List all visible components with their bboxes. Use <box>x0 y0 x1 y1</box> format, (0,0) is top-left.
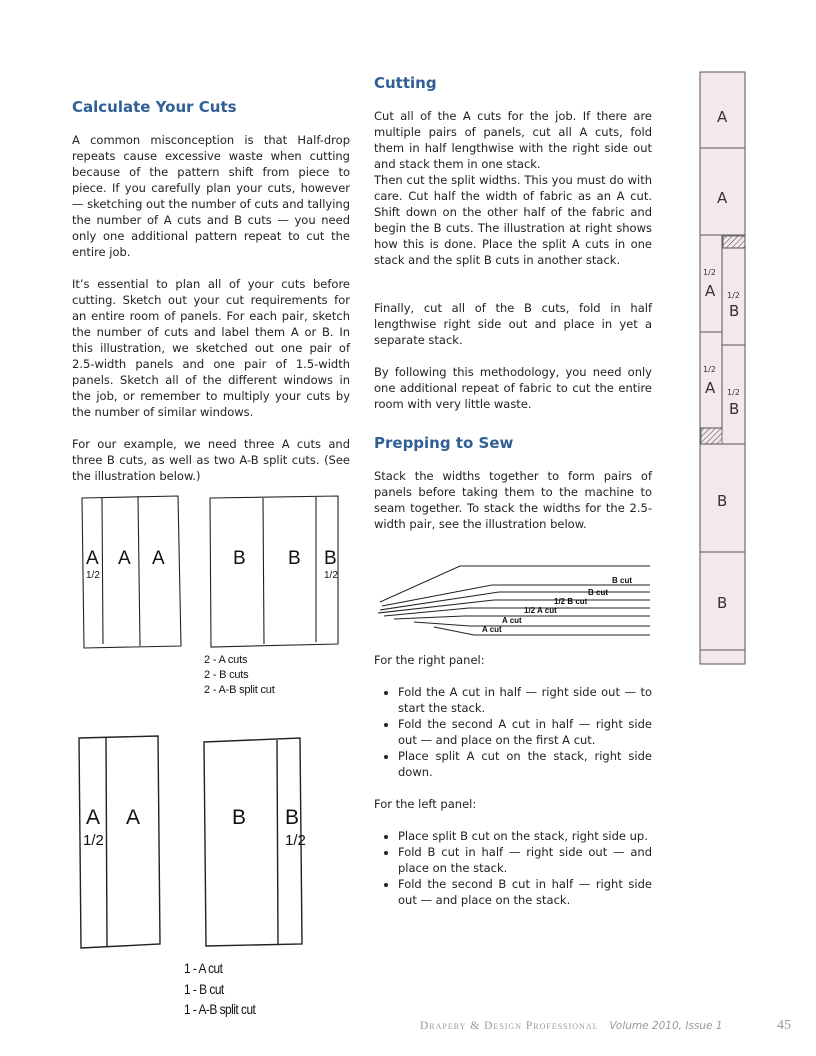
fabric-strip-illustration <box>700 70 748 664</box>
cut-sketch-figure-2 <box>78 734 318 954</box>
caption-line: 2 - A cuts <box>204 654 248 666</box>
stack-illustration <box>374 560 654 640</box>
caption-line: 2 - B cuts <box>204 669 249 681</box>
fig2-half-a: 1/2 <box>83 832 104 849</box>
strip-hatch-bottom <box>701 428 722 444</box>
paragraph-cut-a: Cut all of the A cuts for the job. If there are multiple pairs of panels, cut all A cuts, fold them in half lengthwise with the right side out and stack them in one stack. <box>374 109 652 171</box>
fig1-label-b-half: B <box>324 548 337 569</box>
paragraph-methodology: By following this methodology, you need only one additional repeat of fabric to cut the entire room with very little waste. <box>374 365 652 411</box>
section-heading-prepping: Prepping to Sew <box>374 434 514 452</box>
stack-label-half-a: 1/2 A cut <box>524 606 557 615</box>
list-item: • Fold the A cut in half — right side out — to start the stack. <box>398 684 652 716</box>
fig2-label-a: A <box>126 806 141 829</box>
strip-label-a-half-1: A <box>705 282 716 300</box>
strip-hatch-top <box>723 236 745 248</box>
fig2-label-b: B <box>232 806 247 829</box>
fig1-label-a-1: A <box>118 548 131 569</box>
strip-label-a-half-2: A <box>705 379 716 397</box>
figure2-caption <box>184 958 255 1020</box>
publication-name: Drapery & Design Professional <box>420 1020 599 1032</box>
fig2-label-a-half: A <box>86 806 101 829</box>
right-panel-steps <box>374 684 652 780</box>
left-panel-steps <box>374 828 652 908</box>
fig1-label-b-2: B <box>288 548 301 569</box>
fig2-label-b-half: B <box>285 806 300 829</box>
paragraph-plan-cuts: It’s essential to plan all of your cuts before cutting. Sketch out your cut requirements for an entire room of panels. For each pair, sketch the number of cuts and label them A or B. In this illustration, we sketched out one pair of 2.5-width panels and one pair of 1.5-width panels. Sketch all of the different windows in the job, or remember to multiply your cuts by the number of similar windows. <box>72 277 350 419</box>
list-item: • Place split B cut on the stack, right side up. <box>398 828 652 844</box>
caption-line: 1 - A cut <box>184 960 223 976</box>
stack-label-a-cut-2: A cut <box>482 625 502 634</box>
list-item: • Place split A cut on the stack, right side down. <box>398 748 652 780</box>
strip-half-a-2: 1/2 <box>703 365 716 374</box>
strip-label-a-1: A <box>717 108 728 126</box>
caption-line: 1 - A-B split cut <box>184 1001 256 1017</box>
fig1-label-b-1: B <box>233 548 246 569</box>
sketch-panel-right <box>210 496 338 647</box>
cut-sketch-figure-1 <box>78 494 338 654</box>
list-item: • Fold the second B cut in half — right side out — and place on the stack. <box>398 876 652 908</box>
right-panel-intro: For the right panel: <box>374 653 485 667</box>
fig2-half-b: 1/2 <box>285 832 306 849</box>
strip-label-b-2: B <box>717 594 728 612</box>
paragraph-split-widths: Then cut the split widths. This you must do with care. Cut half the width of fabric as an A cut. Shift down on the other half of the fabric and begin the B cuts. The illustration at right shows how this is done. Place the split A cuts in one stack and the split B cuts in another stack. <box>374 173 652 267</box>
fig1-label-a-2: A <box>152 548 165 569</box>
stack-label-b-cut-1: B cut <box>612 576 632 585</box>
strip-half-b-2: 1/2 <box>727 388 740 397</box>
strip-label-b-half-1: B <box>729 302 740 320</box>
fig1-half-a: 1/2 <box>86 570 100 581</box>
fig1-label-a-half: A <box>86 548 99 569</box>
strip-label-a-2: A <box>717 189 728 207</box>
stack-label-b-cut-2: B cut <box>588 588 608 597</box>
strip-half-a-1: 1/2 <box>703 268 716 277</box>
paragraph-stack-widths: Stack the widths together to form pairs of panels before taking them to the machine to seam together. To stack the widths for the 2.5-width pair, see the illustration below. <box>374 469 652 531</box>
left-panel-intro: For the left panel: <box>374 797 477 811</box>
caption-line: 2 - A-B split cut <box>204 684 275 696</box>
fig1-half-b: 1/2 <box>324 570 338 581</box>
page-number: 45 <box>777 1018 791 1033</box>
figure1-caption <box>204 653 275 698</box>
page-footer <box>420 1020 723 1032</box>
caption-line: 1 - B cut <box>184 980 224 997</box>
strip-label-b-1: B <box>717 492 728 510</box>
strip-half-b-1: 1/2 <box>727 291 740 300</box>
list-item: • Fold the second A cut in half — right side out — and place on the first A cut. <box>398 716 652 748</box>
section-heading-cutting: Cutting <box>374 74 437 92</box>
issue-info: Volume 2010, Issue 1 <box>609 1020 723 1032</box>
paragraph-example: For our example, we need three A cuts and three B cuts, as well as two A-B split cuts. (See the illustration below.) <box>72 437 350 483</box>
paragraph-misconception: A common misconception is that Half-drop repeats cause excessive waste when cutting because of the pattern shift from piece to piece. If you carefully plan your cuts, however — sketching out the number of cuts and tallying the number of A cuts and B cuts — you need only one additional pattern repeat to cut the entire job. <box>72 133 350 259</box>
paragraph-cut-b: Finally, cut all of the B cuts, fold in half lengthwise right side out and place in yet a separate stack. <box>374 301 652 347</box>
section-heading-calculate-cuts: Calculate Your Cuts <box>72 98 237 116</box>
stack-label-half-b: 1/2 B cut <box>554 597 588 606</box>
strip-label-b-half-2: B <box>729 400 740 418</box>
list-item: • Fold B cut in half — right side out — and place on the stack. <box>398 844 652 876</box>
stack-label-a-cut-1: A cut <box>502 616 522 625</box>
